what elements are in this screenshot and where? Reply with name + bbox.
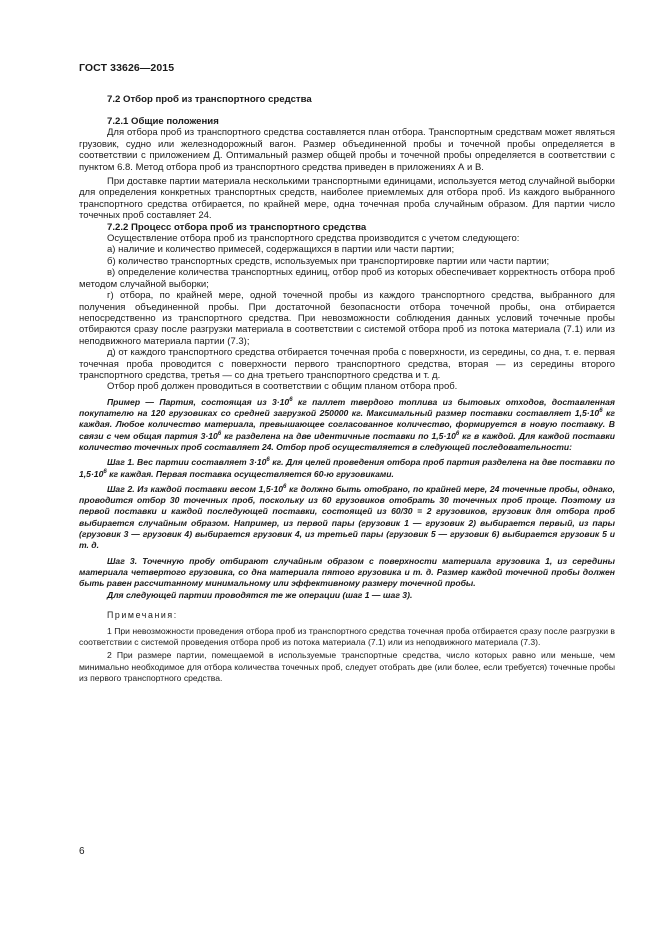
list-item-a: а) наличие и количество примесей, содержащихся в партии или части партии; [107,244,455,256]
subsection-title-process: 7.2.2 Процесс отбора проб из транспортного средства [107,221,367,233]
example-intro: Пример — Партия, состоящая из $3\cdot 10^6$ кг паллет твердого топлива из бытовых отходов, доставленная покупателю на 120 грузовиках со средней загрузкой 250000 кг. Максимальный размер поставки составляет $1,5\cdot 10^6$ кг каждая. Любое количество материала, превышающее согласованное количество, формируется в новую поставку. В связи с чем общая партия $3\cdot 10^6$ кг разделена на две идентичные поставки по $1,5\cdot 10^6$ кг в каждой. Для каждой поставки количество точечных проб составляет 24. Отбор проб осуществляется в следующей последовательности: [79,396,615,452]
list-item-v: в) определение количества транспортных единиц, отбор проб из которых обеспечивает корректность отбора проб методом случайной выборки; [79,267,615,290]
example-final: Для следующей партии проводятся те же операции (шаг 1 — шаг 3). [107,589,413,600]
example-step-1: Шаг 1. Вес партии составляет $3\cdot 10^6$ кг. Для целей проведения отбора проб партия разделена на две поставки по $1,5\cdot 10^6$ кг каждая. Первая поставка осуществляется 60-ю грузовиками. [79,457,615,479]
paragraph-random-selection: При доставке партии материала несколькими транспортными единицами, используется метод случайной выборки для определения конкретных транспортных средств, наиболее приемлемых для отбора проб. Из каждого выбранного транспортного средства отбирается, по крайней мере, одна точечная проба случайным образом. Для партии число точечных проб составляет 24. [79,176,615,222]
document-header: ГОСТ 33626—2015 [79,62,175,74]
list-item-g: г) отбора, по крайней мере, одной точечной пробы из каждого транспортного средства, выбранного для получения объединенной пробы. При достаточной безопасности отбора точечной пробы, она отбирается непосредственно из транспортного средства. При невозможности соблюдения данных условий точечные пробы отбираются сразу после разгрузки материала в соответствии с системой отбора проб из потока материала (7.1) или из неподвижного материала партии (7.3); [79,290,615,347]
page-number: 6 [79,846,85,857]
paragraph-process-intro: Осуществление отбора проб из транспортного средства производится с учетом следующего: [107,233,520,245]
paragraph-sampling-plan: Для отбора проб из транспортного средства составляется план отбора. Транспортным средствам может являться грузовик, судно или железнодорожный вагон. Размер объединенной пробы и точечной пробы определяется в соответствии с приложением Д. Оптимальный размер общей пробы и точечной пробы определяется в соответствии с пунктом 6.8. Метод отбора проб из транспортного средства приведен в приложениях А и В. [79,127,615,173]
example-step-3: Шаг 3. Точечную пробу отбирают случайным образом с поверхности материала грузовика 1, из середины материала четвертого грузовика, со дна материала пятого грузовика и т. д. Размер каждой точечной пробы должен быть равен рассчитанному минимальному или эффективному размеру точечной пробы. [79,555,615,589]
section-title: 7.2 Отбор проб из транспортного средства [107,94,312,105]
paragraph-general-plan: Отбор проб должен проводиться в соответствии с общим планом отбора проб. [107,381,458,393]
example-step-2: Шаг 2. Из каждой поставки весом $1,5\cdot 10^6$ кг должно быть отобрано, по крайней мере, 24 точечные пробы, однако, проводится отбор 30 точечных проб, поскольку из 60 грузовиков отобрать 30 точечных проб проще. Поэтому из первой поставки и каждой последующей поставки, состоящей из 60/30 = 2 грузовиков, грузовик для отбора проб выбирается случайным образом. Например, из первой пары (грузовик 1 — грузовик 2) выбирается первый, из пары (грузовик 3 — грузовик 4) выбирается грузовик 4, из третьей пары (грузовик 5 — грузовик 6) выбирается грузовик 5 и т. д. [79,483,615,551]
subsection-title-general: 7.2.1 Общие положения [107,116,219,127]
note-1: 1 При невозможности проведения отбора проб из транспортного средства точечная проба отбирается сразу после разгрузки в соответствии с системой проведения отбора проб из потока материала (7.1) или из неподвижного материала (7.3). [79,625,615,648]
list-item-d: д) от каждого транспортного средства отбирается точечная проба с поверхности, из середины, со дна, т. е. первая точечная проба проводится с поверхности первого транспортного средства, вторая — из середины второго транспортного средства, третья — со дна третьего транспортного средства и т. д. [79,347,615,381]
notes-title: Примечания: [107,609,178,620]
page-content [79,94,615,686]
list-item-b: б) количество транспортных средств, используемых при транспортировке партии или части партии; [107,255,550,267]
note-2: 2 При размере партии, помещаемой в используемые транспортные средства, число которых равно или меньше, чем минимально необходимое для отбора количества точечных проб, следует отобрать две (или более, если требуется) точечные пробы из первого транспортного средства. [79,650,615,683]
